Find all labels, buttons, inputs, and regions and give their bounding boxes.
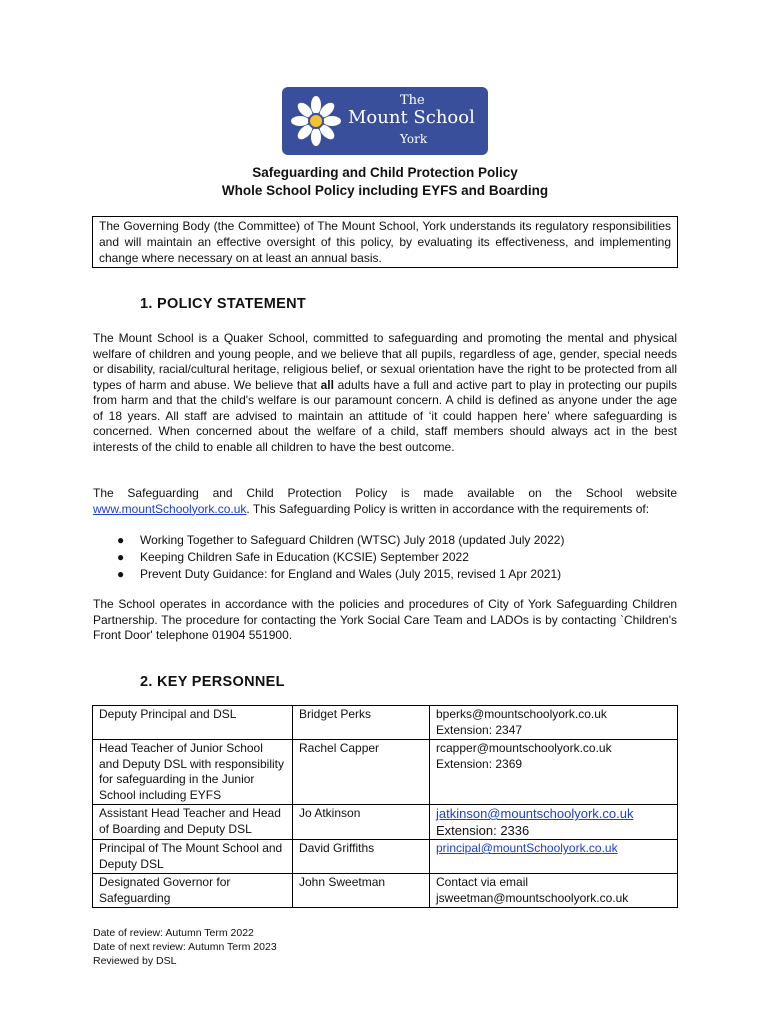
name-cell: Rachel Capper	[293, 740, 430, 805]
table-row	[93, 874, 678, 908]
list-item: ● Working Together to Safeguard Children (WTSC) July 2018 (updated July 2022)	[117, 533, 565, 547]
flower-emblem-icon	[288, 93, 344, 149]
section-heading-policy-statement: 1. POLICY STATEMENT	[140, 296, 307, 312]
name-cell: David Griffiths	[293, 840, 430, 874]
list-item: ● Prevent Duty Guidance: for England and Wales (July 2015, revised 1 Apr 2021)	[117, 567, 562, 581]
requirements-list	[114, 532, 674, 583]
document-title: Safeguarding and Child Protection Policy	[252, 165, 518, 180]
email-link[interactable]: principal@mountSchoolyork.co.uk	[436, 841, 618, 855]
role-cell: Principal of The Mount School and Deputy DSL	[93, 840, 293, 874]
contact-note-text: Contact via email	[436, 875, 529, 889]
table-row	[93, 805, 678, 840]
contact-cell	[430, 706, 678, 740]
reviewed-by: Reviewed by DSL	[93, 955, 177, 967]
procedures-paragraph: The School operates in accordance with the policies and procedures of City of York Safeguarding Children Partnership. The procedure for contacting the York Social Care Team and LADOs is by contacting `Children's Front Door' telephone 01904 551900.	[93, 597, 677, 642]
bullet-icon: ●	[117, 567, 125, 581]
email-text: rcapper@mountschoolyork.co.uk	[436, 741, 612, 755]
contact-cell	[430, 874, 678, 908]
extension-text: Extension: 2347	[436, 722, 523, 737]
governance-statement-box: The Governing Body (the Committee) of The Mount School, York understands its regulatory responsibilities and will maintain an effective oversight of this policy, by evaluating its effectiveness, and implementing change where necessary on at least an annual basis.	[92, 216, 678, 268]
contact-cell	[430, 740, 678, 805]
name-cell: Bridget Perks	[293, 706, 430, 740]
role-cell: Designated Governor for Safeguarding	[93, 874, 293, 908]
next-review-date: Date of next review: Autumn Term 2023	[93, 941, 277, 953]
logo-york-text: York	[400, 132, 428, 146]
contact-cell	[430, 805, 678, 840]
bullet-icon: ●	[117, 550, 125, 564]
document-subtitle: Whole School Policy including EYFS and Boarding	[221, 183, 549, 198]
section-heading-key-personnel: 2. KEY PERSONNEL	[140, 674, 285, 690]
policy-statement-paragraph: The Mount School is a Quaker School, committed to safeguarding and promoting the mental and physical welfare of children and young people, and we believe that all pupils, regardless of age, gender, special needs or disability, racial/cultural heritage, religious belief, or sexual orientation have the right to be protected from all types of harm and abuse. We believe that all adults have a full and active part to play in protecting our pupils from harm and that the child's welfare is our paramount concern. A child is defined as anyone under the age of 18 years. All staff are advised to maintain an attitude of ‘it could happen here’ where safeguarding is concerned. When concerned about the welfare of a child, staff members should always act in the best interests of the child to enable all children to have the best outcome.	[93, 331, 677, 454]
contact-cell	[430, 840, 678, 874]
extension-text: Extension: 2369	[436, 756, 523, 771]
role-cell: Head Teacher of Junior School and Deputy DSL with responsibility for safeguarding in the Junior School including EYFS	[93, 740, 293, 805]
name-cell: John Sweetman	[293, 874, 430, 908]
name-cell: Jo Atkinson	[293, 805, 430, 840]
school-website-link[interactable]: www.mountSchoolyork.co.uk	[93, 501, 247, 516]
logo-the-text: The	[400, 93, 425, 108]
email-text: jsweetman@mountschoolyork.co.uk	[436, 890, 629, 905]
emphasis-all: all	[320, 377, 334, 392]
table-row	[93, 840, 678, 874]
logo-name-text: Mount School	[348, 107, 475, 128]
role-cell: Deputy Principal and DSL	[93, 706, 293, 740]
email-link[interactable]: jatkinson@mountschoolyork.co.uk	[436, 806, 634, 821]
school-logo	[282, 87, 488, 155]
review-footer	[93, 926, 277, 968]
email-text: bperks@mountschoolyork.co.uk	[436, 707, 607, 721]
extension-text: Extension: 2336	[436, 822, 530, 838]
list-item: ● Keeping Children Safe in Education (KCSIE) September 2022	[117, 550, 469, 564]
table-row	[93, 706, 678, 740]
role-cell: Assistant Head Teacher and Head of Boarding and Deputy DSL	[93, 805, 293, 840]
review-date: Date of review: Autumn Term 2022	[93, 927, 254, 939]
table-row	[93, 740, 678, 805]
policy-availability-paragraph: The Safeguarding and Child Protection Policy is made available on the School website www.mountSchoolyork.co.uk. This Safeguarding Policy is written in accordance with the requirements of:	[93, 486, 677, 516]
key-personnel-table	[92, 705, 678, 908]
bullet-icon: ●	[117, 533, 125, 547]
